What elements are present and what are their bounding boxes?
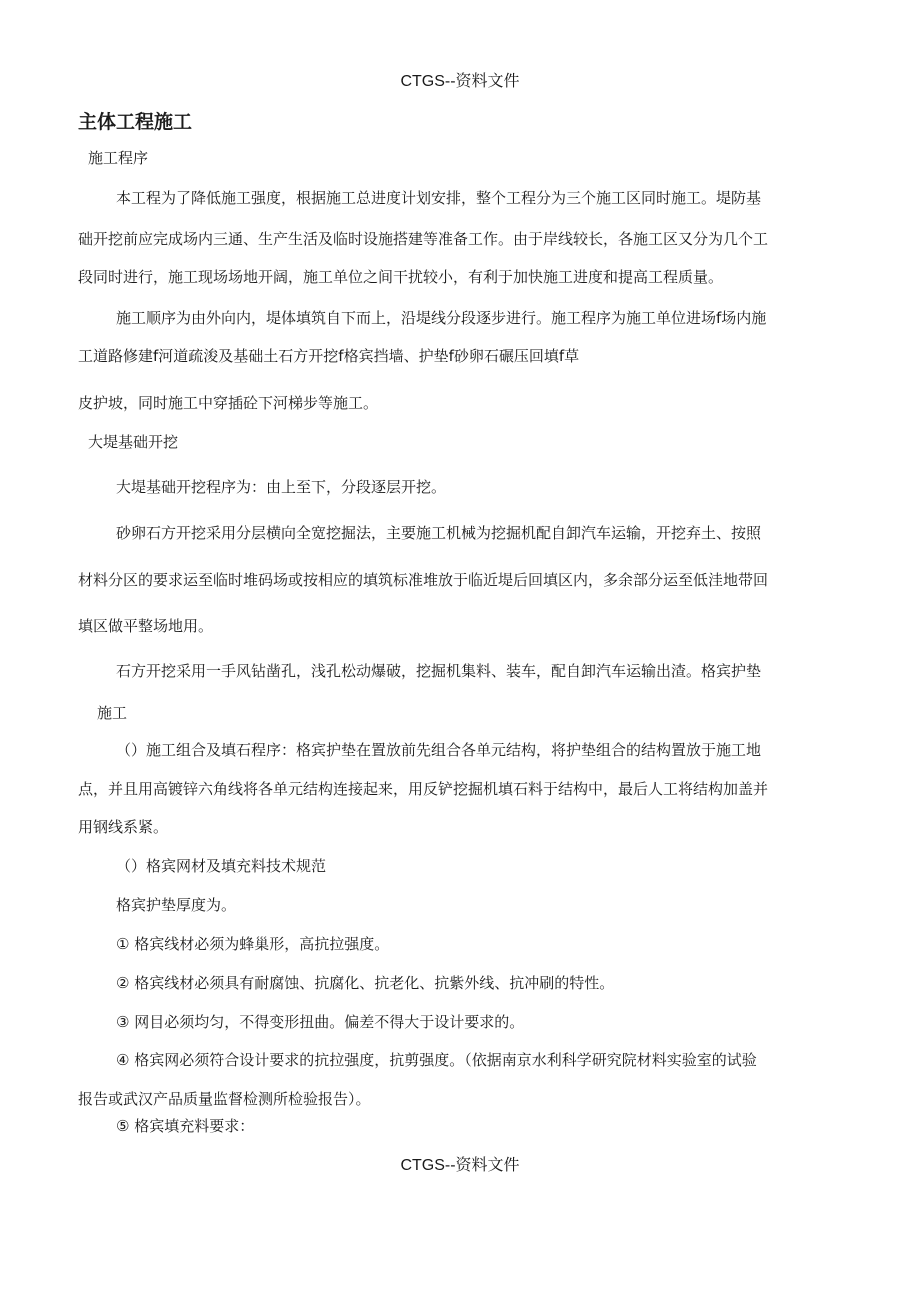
paragraph-6-line-3: 用钢线系紧。 <box>78 818 169 836</box>
subheading-embankment-excavation: 大堤基础开挖 <box>88 433 179 451</box>
section-title: 主体工程施工 <box>78 111 193 133</box>
list-item-2: ② 格宾线材必须具有耐腐蚀、抗腐化、抗老化、抗紫外线、抗冲刷的特性。 <box>116 974 615 992</box>
list-item-5: ⑤ 格宾填充料要求： <box>116 1117 255 1135</box>
list-item-4-line-1: ④ 格宾网必须符合设计要求的抗拉强度，抗剪强度。（依据南京水利科学研究院材料实验室的试验 <box>116 1051 757 1069</box>
paragraph-6-line-1: （）施工组合及填石程序：格宾护垫在置放前先组合各单元结构，将护垫组合的结构置放于施工地 <box>116 741 762 759</box>
paragraph-3-line-1: 大堤基础开挖程序为：由上至下，分段逐层开挖。 <box>116 478 447 496</box>
paragraph-4-line-1: 砂卵石方开挖采用分层横向全宽挖掘法，主要施工机械为挖掘机配自卸汽车运输，开挖弃土、按照 <box>116 524 762 542</box>
list-item-3: ③ 网目必须均匀，不得变形扭曲。偏差不得大于设计要求的。 <box>116 1013 525 1031</box>
paragraph-2-line-3: 皮护坡，同时施工中穿插砼下河梯步等施工。 <box>78 394 379 412</box>
paragraph-2-line-2: 工道路修建f河道疏浚及基础土石方开挖f格宾挡墙、护垫f砂卵石碾压回填f草 <box>78 347 580 365</box>
subheading-construction-sequence: 施工程序 <box>88 149 149 167</box>
paragraph-1-line-2: 础开挖前应完成场内三通、生产生活及临时设施搭建等准备工作。由于岸线较长，各施工区又分为几个工 <box>78 230 769 248</box>
page-header: CTGS--资料文件 <box>400 73 520 90</box>
subheading-gabion-spec: （）格宾网材及填充料技术规范 <box>116 857 327 875</box>
paragraph-5-line-1: 石方开挖采用一手风钻凿孔，浅孔松动爆破，挖掘机集料、装车，配自卸汽车运输出渣。格宾护垫 <box>116 662 762 680</box>
paragraph-4-line-3: 填区做平整场地用。 <box>78 617 214 635</box>
list-item-1: ① 格宾线材必须为蜂巢形，高抗拉强度。 <box>116 935 390 953</box>
paragraph-5-line-2: 施工 <box>97 704 128 722</box>
page-footer: CTGS--资料文件 <box>400 1157 520 1174</box>
paragraph-1-line-1: 本工程为了降低施工强度，根据施工总进度计划安排，整个工程分为三个施工区同时施工。堤防基 <box>116 189 762 207</box>
paragraph-1-line-3: 段同时进行，施工现场场地开阔，施工单位之间干扰较小，有利于加快施工进度和提高工程质量。 <box>78 268 724 286</box>
paragraph-4-line-2: 材料分区的要求运至临时堆码场或按相应的填筑标准堆放于临近堤后回填区内，多余部分运至低洼地带回 <box>78 571 769 589</box>
paragraph-7-line-1: 格宾护垫厚度为。 <box>116 896 237 914</box>
paragraph-2-line-1: 施工顺序为由外向内，堤体填筑自下而上，沿堤线分段逐步进行。施工程序为施工单位进场f场内施 <box>116 309 767 327</box>
paragraph-6-line-2: 点，并且用高镀锌六角线将各单元结构连接起来，用反铲挖掘机填石料于结构中，最后人工将结构加盖并 <box>78 780 769 798</box>
list-item-4-line-2: 报告或武汉产品质量监督检测所检验报告）。 <box>78 1090 371 1108</box>
